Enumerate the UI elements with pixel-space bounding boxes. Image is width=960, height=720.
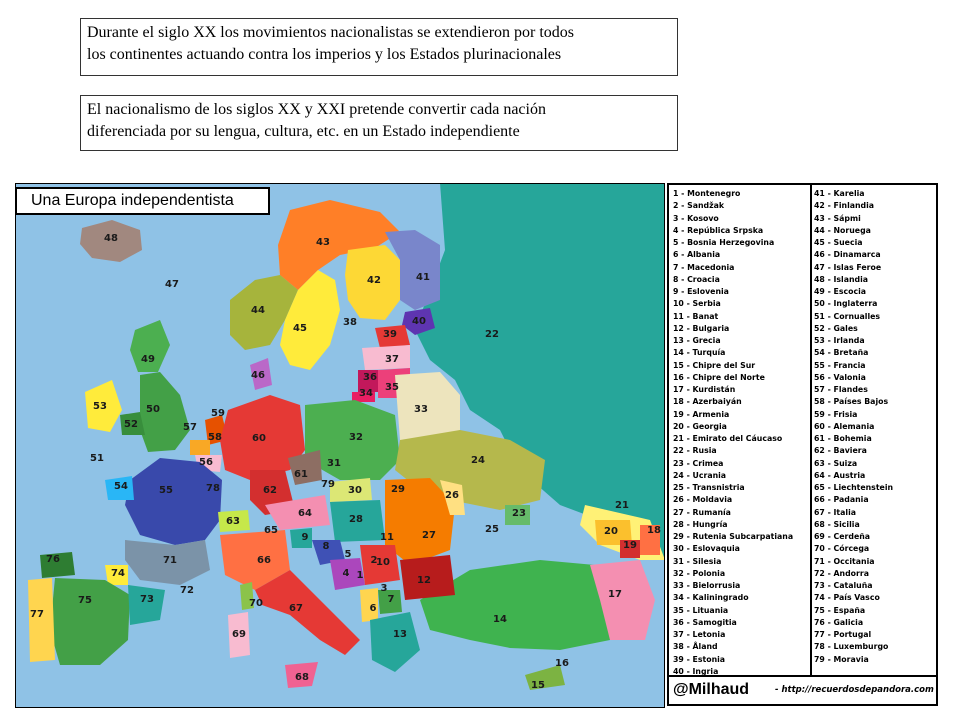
legend-item: 66 - Padania [814, 495, 869, 505]
legend-item: 57 - Flandes [814, 385, 868, 394]
legend-item: 52 - Gales [814, 323, 858, 333]
legend-item: 35 - Lituania [673, 605, 729, 615]
region-label-8: 8 [322, 541, 330, 552]
region-label-71: 71 [163, 555, 177, 566]
region-catalonia-shape [128, 585, 165, 625]
region-label-74: 74 [111, 568, 125, 579]
region-label-54: 54 [114, 481, 128, 492]
legend-item: 56 - Valonia [814, 372, 866, 382]
legend-item: 24 - Ucrania [673, 470, 727, 480]
legend-item: 20 - Georgia [673, 421, 727, 431]
legend-item: 11 - Banat [673, 311, 719, 321]
legend-item: 17 - Kurdistán [673, 385, 736, 394]
legend-column-1 [673, 188, 793, 678]
region-label-66: 66 [257, 555, 271, 566]
legend-item: 1 - Montenegro [673, 189, 741, 198]
map-title: Una Europa independentista [15, 187, 270, 215]
legend-item: 45 - Suecia [814, 238, 863, 247]
region-label-6: 6 [369, 603, 377, 614]
region-label-1: 1 [356, 570, 364, 581]
legend-item: 38 - Åland [673, 642, 718, 652]
region-label-56: 56 [199, 457, 213, 468]
region-label-32: 32 [349, 432, 363, 443]
region-label-44: 44 [251, 305, 265, 316]
region-label-50: 50 [146, 404, 160, 415]
legend-item: 73 - Cataluña [814, 581, 873, 590]
region-label-45: 45 [293, 323, 307, 334]
region-label-46: 46 [251, 370, 265, 381]
legend-item: 47 - Islas Feroe [814, 262, 882, 272]
legend-item: 78 - Luxemburgo [814, 642, 889, 652]
legend-item: 68 - Sicilia [814, 519, 860, 529]
region-label-76: 76 [46, 554, 60, 565]
region-label-37: 37 [385, 354, 399, 365]
legend-item: 40 - Ingria [673, 666, 719, 676]
legend-item: 71 - Occitania [814, 556, 875, 566]
region-label-62: 62 [263, 485, 277, 496]
footer-author: @Milhaud [673, 681, 750, 698]
legend-item: 22 - Rusia [673, 446, 717, 456]
intro-text-line-2: los continentes actuando contra los imperios y los Estados plurinacionales [87, 46, 562, 63]
legend-item: 26 - Moldavia [673, 495, 733, 505]
region-label-57: 57 [183, 422, 197, 433]
region-label-61: 61 [294, 469, 308, 480]
legend-item: 28 - Hungría [673, 519, 728, 529]
region-label-29: 29 [391, 484, 405, 495]
legend-item: 43 - Sápmi [814, 213, 861, 223]
legend-panel [667, 183, 938, 706]
region-label-18: 18 [647, 525, 661, 536]
region-label-36: 36 [363, 372, 377, 383]
region-label-21: 21 [615, 500, 629, 511]
region-label-5: 5 [344, 549, 352, 560]
legend-item: 31 - Silesia [673, 556, 722, 566]
region-label-75: 75 [78, 595, 92, 606]
legend-item: 18 - Azerbaiyán [673, 397, 742, 407]
region-label-67: 67 [289, 603, 303, 614]
legend-item: 30 - Eslovaquia [673, 544, 740, 554]
legend-item: 4 - República Srpska [673, 225, 764, 235]
europe-map [15, 183, 665, 708]
legend-item: 63 - Suiza [814, 458, 858, 468]
legend-item: 58 - Países Bajos [814, 397, 889, 407]
region-label-48: 48 [104, 233, 118, 244]
region-flanders-shape [190, 440, 210, 455]
legend-item: 72 - Andorra [814, 568, 869, 578]
region-label-35: 35 [385, 382, 399, 393]
legend-item: 5 - Bosnia Herzegovina [673, 238, 775, 247]
legend-item: 33 - Bielorrusia [673, 581, 741, 590]
legend-item: 65 - Liechtenstein [814, 483, 894, 492]
intro-text-line-1: Durante el siglo XX los movimientos nacionalistas se extendieron por todos [87, 24, 575, 41]
legend-footer [669, 675, 936, 704]
region-label-47: 47 [165, 279, 179, 290]
legend-item: 44 - Noruega [814, 225, 871, 235]
region-label-10: 10 [376, 557, 390, 568]
legend-item: 32 - Polonia [673, 568, 726, 578]
legend-item: 46 - Dinamarca [814, 250, 881, 260]
region-label-9: 9 [301, 532, 309, 543]
region-label-26: 26 [445, 490, 459, 501]
legend-item: 29 - Rutenia Subcarpatiana [673, 532, 794, 541]
legend-item: 59 - Frisia [814, 409, 858, 419]
legend-item: 48 - Islandia [814, 274, 869, 284]
definition-text-line-1: El nacionalismo de los siglos XX y XXI pretende convertir cada nación [87, 101, 546, 118]
legend-column-2 [814, 188, 893, 666]
legend-item: 79 - Moravia [814, 654, 869, 664]
legend-item: 16 - Chipre del Norte [673, 372, 765, 382]
region-label-77: 77 [30, 609, 44, 620]
region-label-42: 42 [367, 275, 381, 286]
region-label-73: 73 [140, 594, 154, 605]
region-label-53: 53 [93, 401, 107, 412]
legend-item: 76 - Galicia [814, 617, 864, 627]
legend-item: 70 - Córcega [814, 544, 870, 554]
definition-text-line-2: diferenciada por su lengua, cultura, etc. en un Estado independiente [87, 123, 520, 140]
legend-item: 9 - Eslovenia [673, 287, 729, 296]
region-label-64: 64 [298, 508, 312, 519]
region-label-65: 65 [264, 525, 278, 536]
legend-item: 55 - Francia [814, 360, 866, 370]
region-label-33: 33 [414, 404, 428, 415]
legend-item: 60 - Alemania [814, 421, 875, 431]
region-label-69: 69 [232, 629, 246, 640]
legend-item: 27 - Rumanía [673, 507, 731, 517]
legend-item: 34 - Kaliningrado [673, 593, 749, 603]
legend-item: 67 - Italia [814, 507, 857, 517]
legend-item: 25 - Transnistria [673, 483, 745, 492]
region-label-38: 38 [343, 317, 357, 328]
region-label-41: 41 [416, 272, 430, 283]
legend-item: 64 - Austria [814, 470, 866, 480]
legend-item: 50 - Inglaterra [814, 299, 878, 309]
region-label-11: 11 [380, 532, 394, 543]
region-label-20: 20 [604, 526, 618, 537]
legend-item: 61 - Bohemia [814, 434, 872, 443]
legend-item: 37 - Letonia [673, 630, 726, 639]
footer-url: - http://recuerdosdepandora.com [775, 685, 934, 695]
region-label-24: 24 [471, 455, 485, 466]
legend-item: 77 - Portugal [814, 630, 872, 639]
region-label-2: 2 [370, 555, 378, 566]
region-label-52: 52 [124, 419, 138, 430]
region-label-23: 23 [512, 508, 526, 519]
legend-item: 8 - Croacia [673, 274, 720, 284]
region-label-13: 13 [393, 629, 407, 640]
legend-item: 54 - Bretaña [814, 348, 869, 358]
region-label-68: 68 [295, 672, 309, 683]
legend-divider [810, 185, 812, 675]
legend-item: 53 - Irlanda [814, 336, 865, 345]
region-label-60: 60 [252, 433, 266, 444]
region-label-3: 3 [380, 583, 388, 594]
region-label-19: 19 [623, 540, 637, 551]
region-label-12: 12 [417, 575, 431, 586]
region-label-51: 51 [90, 453, 104, 464]
legend-item: 41 - Karelia [814, 189, 865, 198]
legend-item: 21 - Emirato del Cáucaso [673, 434, 783, 443]
region-label-49: 49 [141, 354, 155, 365]
legend-item: 14 - Turquía [673, 348, 726, 358]
legend-item: 75 - España [814, 605, 866, 615]
region-label-40: 40 [412, 316, 426, 327]
region-label-27: 27 [422, 530, 436, 541]
legend-item: 39 - Estonia [673, 654, 726, 664]
region-label-70: 70 [249, 598, 263, 609]
legend-item: 42 - Finlandia [814, 201, 875, 211]
legend-item: 15 - Chipre del Sur [673, 360, 756, 370]
legend-item: 51 - Cornualles [814, 311, 881, 321]
legend-item: 69 - Cerdeña [814, 532, 871, 541]
region-label-28: 28 [349, 514, 363, 525]
region-label-7: 7 [387, 594, 395, 605]
legend-item: 62 - Baviera [814, 446, 867, 456]
region-label-34: 34 [359, 388, 373, 399]
region-portugal-shape [28, 578, 55, 662]
region-label-72: 72 [180, 585, 194, 596]
region-label-30: 30 [348, 485, 362, 496]
region-label-17: 17 [608, 589, 622, 600]
legend-item: 36 - Samogitia [673, 617, 737, 627]
legend-item: 12 - Bulgaria [673, 323, 730, 333]
legend-item: 7 - Macedonia [673, 262, 735, 272]
region-label-25: 25 [485, 524, 499, 535]
legend-item: 49 - Escocia [814, 287, 867, 296]
region-label-59: 59 [211, 408, 225, 419]
legend-item: 74 - País Vasco [814, 593, 880, 603]
region-label-78: 78 [206, 483, 220, 494]
legend-item: 10 - Serbia [673, 299, 721, 309]
legend-item: 19 - Armenia [673, 409, 730, 419]
region-label-63: 63 [226, 516, 240, 527]
legend-item: 13 - Grecia [673, 336, 721, 345]
region-label-55: 55 [159, 485, 173, 496]
region-label-4: 4 [342, 568, 350, 579]
legend-item: 3 - Kosovo [673, 213, 719, 223]
legend-item: 2 - Sandžak [673, 201, 725, 211]
legend-item: 6 - Albania [673, 250, 721, 260]
region-label-58: 58 [208, 432, 222, 443]
region-label-15: 15 [531, 680, 545, 691]
region-label-39: 39 [383, 329, 397, 340]
definition-text-box [80, 95, 678, 151]
legend-item: 23 - Crimea [673, 458, 724, 468]
region-label-79: 79 [321, 479, 335, 490]
region-label-31: 31 [327, 458, 341, 469]
region-label-22: 22 [485, 329, 499, 340]
region-label-14: 14 [493, 614, 507, 625]
region-label-43: 43 [316, 237, 330, 248]
region-label-16: 16 [555, 658, 569, 669]
intro-text-box [80, 18, 678, 76]
